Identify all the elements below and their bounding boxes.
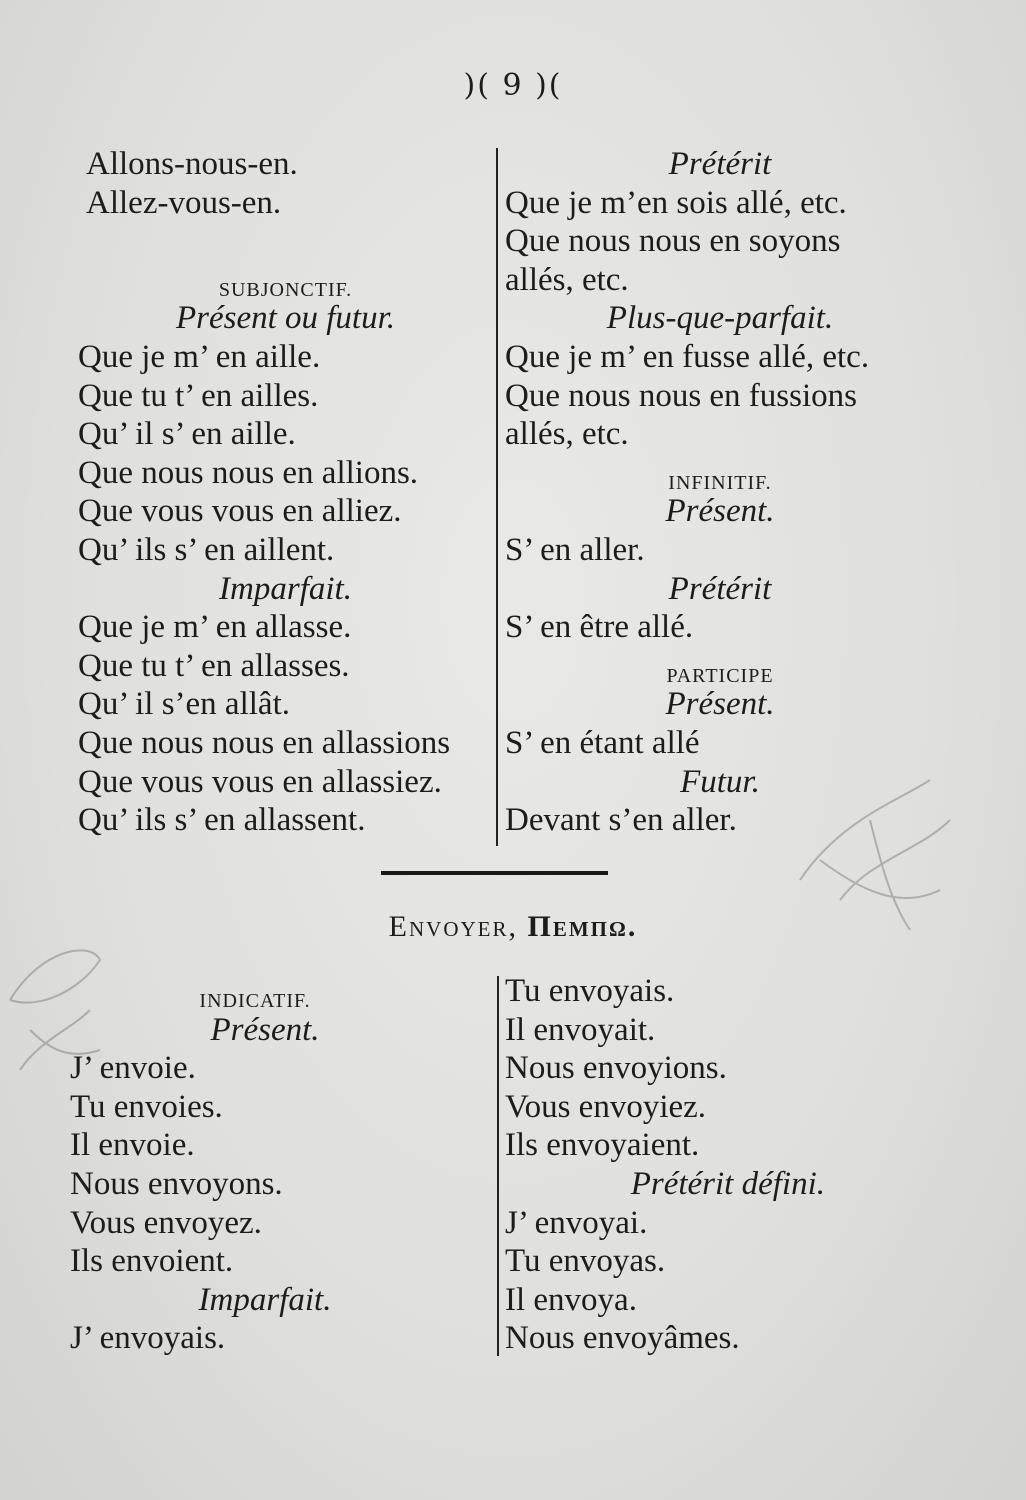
text-line: Nous envoyâmes. (505, 1320, 740, 1357)
text-line: Qu’ il s’ en aille. (78, 416, 296, 453)
tense-heading: Imparfait. (198, 1281, 332, 1318)
text-line: Devant s’en aller. (505, 802, 737, 839)
section-separator (381, 871, 608, 875)
tense-heading: Prétérit défini. (630, 1165, 825, 1202)
section-heading: INDICATIF. (199, 990, 311, 1012)
bottom-right-column (505, 972, 865, 1358)
tense-heading: Futur. (680, 763, 760, 800)
text-line: Que tu t’ en ailles. (78, 377, 319, 414)
section-heading: PARTICIPE (666, 664, 774, 687)
text-line: Qu’ ils s’ en aillent. (78, 531, 335, 568)
top-left-column (78, 145, 493, 840)
text-line: Vous envoyez. (70, 1204, 262, 1241)
text-line: Que nous nous en soyons (505, 223, 841, 260)
pencil-sketch-right (780, 760, 970, 950)
section-heading: INFINITIF. (668, 471, 772, 494)
text-line: Tu envoies. (70, 1088, 223, 1125)
text-line: Que je m’ en fusse allé, etc. (505, 338, 870, 375)
column-divider (496, 148, 498, 846)
text-line: Allez-vous-en. (86, 184, 282, 221)
text-line: Vous envoyiez. (505, 1088, 707, 1125)
text-line: Ils envoient. (70, 1243, 234, 1280)
text-line: J’ envoyai. (505, 1204, 648, 1241)
text-line: Allons-nous-en. (86, 146, 298, 182)
text-line: Que vous vous en alliez. (78, 493, 402, 530)
text-line: S’ en aller. (505, 531, 645, 568)
tense-heading: Prétérit (668, 570, 772, 607)
text-line: allés, etc. (505, 261, 629, 298)
tense-heading: Présent. (210, 1011, 320, 1048)
tense-heading: Présent. (665, 686, 775, 723)
section-heading: SUBJONCTIF. (218, 278, 353, 301)
text-line: Qu’ ils s’ en allassent. (78, 802, 366, 839)
text-line: Que je m’ en allasse. (78, 609, 352, 646)
text-line: Il envoyait. (505, 1011, 656, 1048)
pencil-sketch-left (0, 940, 120, 1080)
text-line: Tu envoyais. (505, 973, 675, 1009)
page-number: )( 9 )( (463, 68, 563, 103)
tense-heading: Imparfait. (219, 570, 352, 607)
text-line: S’ en étant allé (505, 724, 700, 761)
text-line: allés, etc. (505, 416, 629, 453)
tense-heading: Plus-que-parfait. (606, 300, 834, 337)
text-line: Que nous nous en allassions (78, 724, 451, 761)
text-line: J’ envoie. (70, 1050, 196, 1087)
column-divider (497, 976, 499, 1356)
text-line: Que vous vous en allassiez. (78, 763, 442, 800)
text-line: Il envoie. (70, 1127, 195, 1164)
text-line: Ils envoyaient. (505, 1127, 700, 1164)
text-line: Que je m’en sois allé, etc. (505, 184, 847, 221)
top-right-column (505, 145, 925, 840)
tense-heading: Présent. (665, 493, 775, 530)
text-line: S’ en être allé. (505, 609, 694, 646)
text-line: Que tu t’ en allasses. (78, 647, 350, 684)
text-line: Nous envoyions. (505, 1050, 727, 1087)
text-line: J’ envoyais. (70, 1320, 226, 1357)
text-line: Que nous nous en fussions (505, 377, 857, 414)
text-line: Que je m’ en aille. (78, 338, 321, 375)
verb-name: Envoyer, (388, 910, 518, 943)
text-line: Que nous nous en allions. (78, 454, 419, 491)
verb-translation: Пемпω. (527, 910, 638, 943)
text-line: Tu envoyas. (505, 1243, 666, 1280)
bottom-left-column (70, 972, 490, 1358)
tense-heading: Prétérit (668, 146, 772, 182)
text-line: Nous envoyons. (70, 1165, 283, 1202)
tense-heading: Présent ou futur. (175, 300, 396, 337)
text-line: Qu’ il s’en allât. (78, 686, 290, 723)
text-line: Il envoya. (505, 1281, 637, 1318)
blank-line (78, 222, 493, 261)
